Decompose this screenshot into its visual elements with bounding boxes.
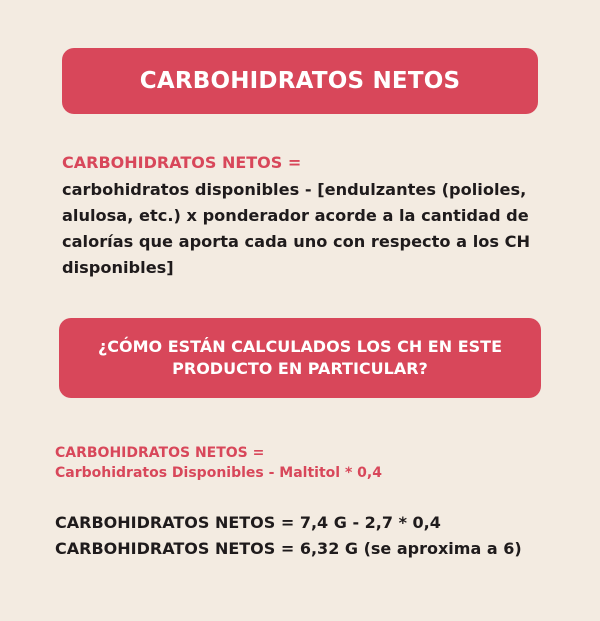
definition-body: carbohidratos disponibles - [endulzantes (polioles, alulosa, etc.) x ponderador acorde a la cantidad de calorías que aporta cada uno con respecto a los CH disponibles]: [62, 180, 531, 277]
calculation-line-1: CARBOHIDRATOS NETOS =: [55, 445, 265, 461]
definition-heading: CARBOHIDRATOS NETOS =: [62, 153, 302, 172]
result-line-2: CARBOHIDRATOS NETOS = 6,32 G (se aproxima a 6): [55, 539, 522, 558]
definition-section: [62, 152, 572, 281]
calculation-section: [55, 443, 555, 483]
calculation-line-2: Carbohidratos Disponibles - Maltitol * 0,4: [55, 465, 382, 481]
result-line-1: CARBOHIDRATOS NETOS = 7,4 G - 2,7 * 0,4: [55, 513, 441, 532]
question-banner: [59, 318, 541, 398]
title-banner-text: CARBOHIDRATOS NETOS: [139, 68, 461, 94]
question-line-2: PRODUCTO EN PARTICULAR?: [172, 359, 428, 378]
results-section: [55, 510, 575, 562]
question-line-1: ¿CÓMO ESTÁN CALCULADOS LOS CH EN ESTE: [97, 337, 502, 356]
title-banner: [62, 48, 538, 114]
